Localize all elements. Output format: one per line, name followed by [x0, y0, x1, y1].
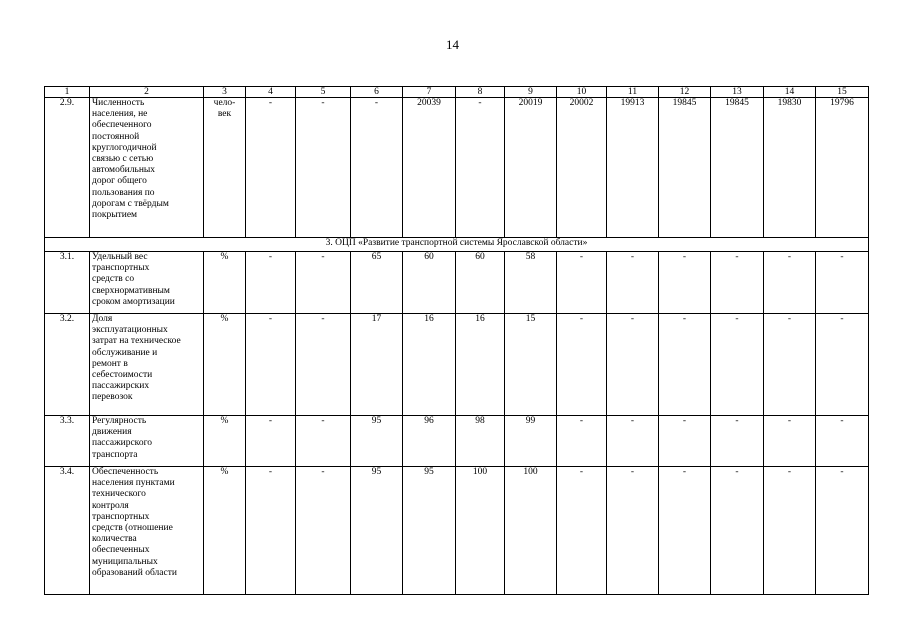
- text-line: затрат на техническое: [92, 336, 181, 347]
- value-cell: -: [711, 416, 764, 467]
- text-line: обеспеченного: [92, 120, 152, 131]
- value-cell: -: [659, 314, 711, 416]
- indicator-name: [90, 416, 204, 467]
- value-cell: -: [764, 416, 816, 467]
- column-header: 8: [456, 87, 505, 98]
- text-line: образований области: [92, 567, 177, 578]
- value-cell: -: [711, 252, 764, 314]
- text-line: Численность: [92, 98, 145, 108]
- value-cell: -: [816, 252, 869, 314]
- text-line: круглогодичной: [92, 142, 157, 153]
- value-cell: 58: [505, 252, 557, 314]
- text-line: контроля: [92, 500, 129, 511]
- value-cell: 19845: [659, 98, 711, 238]
- value-cell: 100: [505, 467, 557, 595]
- value-cell: 19830: [764, 98, 816, 238]
- value-cell: -: [296, 467, 351, 595]
- column-header: 13: [711, 87, 764, 98]
- value-cell: -: [711, 467, 764, 595]
- section-title: 3. ОЦП «Развитие транспортной системы Ярославской области»: [45, 238, 869, 252]
- value-cell: -: [659, 467, 711, 595]
- column-header: 14: [764, 87, 816, 98]
- value-cell: -: [659, 252, 711, 314]
- text-line: Регулярность: [92, 416, 147, 426]
- value-cell: -: [659, 416, 711, 467]
- table-row: [45, 467, 869, 595]
- column-header-row: [45, 87, 869, 98]
- value-cell: 15: [505, 314, 557, 416]
- text-line: движения: [92, 427, 132, 438]
- unit: %: [204, 416, 246, 467]
- indicator-name: [90, 98, 204, 238]
- value-cell: 98: [456, 416, 505, 467]
- text-line: связью с сетью: [92, 154, 154, 165]
- column-header: 11: [607, 87, 659, 98]
- text-line: перевозок: [92, 392, 133, 403]
- value-cell: -: [296, 252, 351, 314]
- value-cell: -: [246, 467, 296, 595]
- indicator-name: [90, 252, 204, 314]
- section-row: [45, 238, 869, 252]
- column-header: 10: [557, 87, 607, 98]
- column-header: 12: [659, 87, 711, 98]
- value-cell: -: [557, 314, 607, 416]
- value-cell: 17: [351, 314, 403, 416]
- value-cell: 65: [351, 252, 403, 314]
- value-cell: -: [246, 416, 296, 467]
- text-line: постоянной: [92, 131, 140, 142]
- column-header: 1: [45, 87, 90, 98]
- value-cell: 16: [456, 314, 505, 416]
- value-cell: 20039: [403, 98, 456, 238]
- indicator-name: [90, 467, 204, 595]
- text-line: век: [217, 109, 232, 120]
- text-line: чело-: [213, 98, 236, 108]
- unit: %: [204, 314, 246, 416]
- text-line: обеспеченных: [92, 545, 150, 556]
- table-row: [45, 98, 869, 238]
- table-row: [45, 252, 869, 314]
- value-cell: -: [607, 467, 659, 595]
- value-cell: -: [456, 98, 505, 238]
- column-header: 9: [505, 87, 557, 98]
- text-line: населения, не: [92, 109, 148, 120]
- row-number: 2.9.: [45, 98, 90, 238]
- value-cell: -: [607, 252, 659, 314]
- value-cell: -: [764, 252, 816, 314]
- value-cell: -: [246, 314, 296, 416]
- value-cell: -: [296, 416, 351, 467]
- value-cell: -: [607, 416, 659, 467]
- indicator-name: [90, 314, 204, 416]
- value-cell: -: [816, 416, 869, 467]
- text-line: покрытием: [92, 210, 138, 221]
- text-line: пользования по: [92, 187, 155, 198]
- row-number: 3.1.: [45, 252, 90, 314]
- value-cell: -: [711, 314, 764, 416]
- value-cell: 95: [351, 467, 403, 595]
- text-line: пассажирского: [92, 438, 152, 449]
- table-row: [45, 416, 869, 467]
- value-cell: -: [246, 98, 296, 238]
- column-header: 4: [246, 87, 296, 98]
- text-line: транспортных: [92, 263, 150, 274]
- value-cell: -: [557, 252, 607, 314]
- value-cell: -: [816, 467, 869, 595]
- value-cell: -: [296, 314, 351, 416]
- value-cell: 19796: [816, 98, 869, 238]
- text-line: транспортных: [92, 511, 150, 522]
- text-line: автомобильных: [92, 165, 156, 176]
- text-line: технического: [92, 489, 146, 500]
- unit: %: [204, 252, 246, 314]
- text-line: Обеспеченность: [92, 467, 159, 477]
- text-line: средств (отношение: [92, 523, 173, 534]
- text-line: пассажирских: [92, 381, 150, 392]
- value-cell: -: [296, 98, 351, 238]
- value-cell: -: [351, 98, 403, 238]
- text-line: муниципальных: [92, 556, 158, 567]
- value-cell: -: [246, 252, 296, 314]
- value-cell: -: [764, 467, 816, 595]
- value-cell: 19845: [711, 98, 764, 238]
- text-line: транспорта: [92, 449, 138, 460]
- value-cell: -: [557, 416, 607, 467]
- text-line: средств со: [92, 274, 135, 285]
- value-cell: -: [607, 314, 659, 416]
- column-header: 2: [90, 87, 204, 98]
- value-cell: 95: [351, 416, 403, 467]
- row-number: 3.4.: [45, 467, 90, 595]
- value-cell: 16: [403, 314, 456, 416]
- text-line: ремонт в: [92, 358, 128, 369]
- text-line: Доля: [92, 314, 113, 324]
- value-cell: 19913: [607, 98, 659, 238]
- value-cell: 96: [403, 416, 456, 467]
- column-header: 5: [296, 87, 351, 98]
- value-cell: -: [764, 314, 816, 416]
- column-header: 6: [351, 87, 403, 98]
- value-cell: 60: [456, 252, 505, 314]
- column-header: 7: [403, 87, 456, 98]
- text-line: количества: [92, 534, 137, 545]
- value-cell: 99: [505, 416, 557, 467]
- value-cell: -: [816, 314, 869, 416]
- value-cell: 20019: [505, 98, 557, 238]
- unit: [204, 98, 246, 238]
- row-number: 3.3.: [45, 416, 90, 467]
- value-cell: 100: [456, 467, 505, 595]
- text-line: обслуживание и: [92, 347, 158, 358]
- table-row: [45, 314, 869, 416]
- text-line: дорогам с твёрдым: [92, 198, 169, 209]
- value-cell: 20002: [557, 98, 607, 238]
- text-line: дорог общего: [92, 176, 147, 187]
- text-line: Удельный вес: [92, 252, 148, 262]
- value-cell: 95: [403, 467, 456, 595]
- column-header: 15: [816, 87, 869, 98]
- text-line: сверхнормативным: [92, 285, 170, 296]
- column-header: 3: [204, 87, 246, 98]
- value-cell: -: [557, 467, 607, 595]
- row-number: 3.2.: [45, 314, 90, 416]
- indicator-table: [44, 86, 869, 595]
- value-cell: 60: [403, 252, 456, 314]
- text-line: эксплуатационных: [92, 325, 168, 336]
- page-number: 14: [446, 37, 459, 52]
- text-line: населения пунктами: [92, 478, 175, 489]
- text-line: себестоимости: [92, 370, 153, 381]
- unit: %: [204, 467, 246, 595]
- text-line: сроком амортизации: [92, 296, 175, 307]
